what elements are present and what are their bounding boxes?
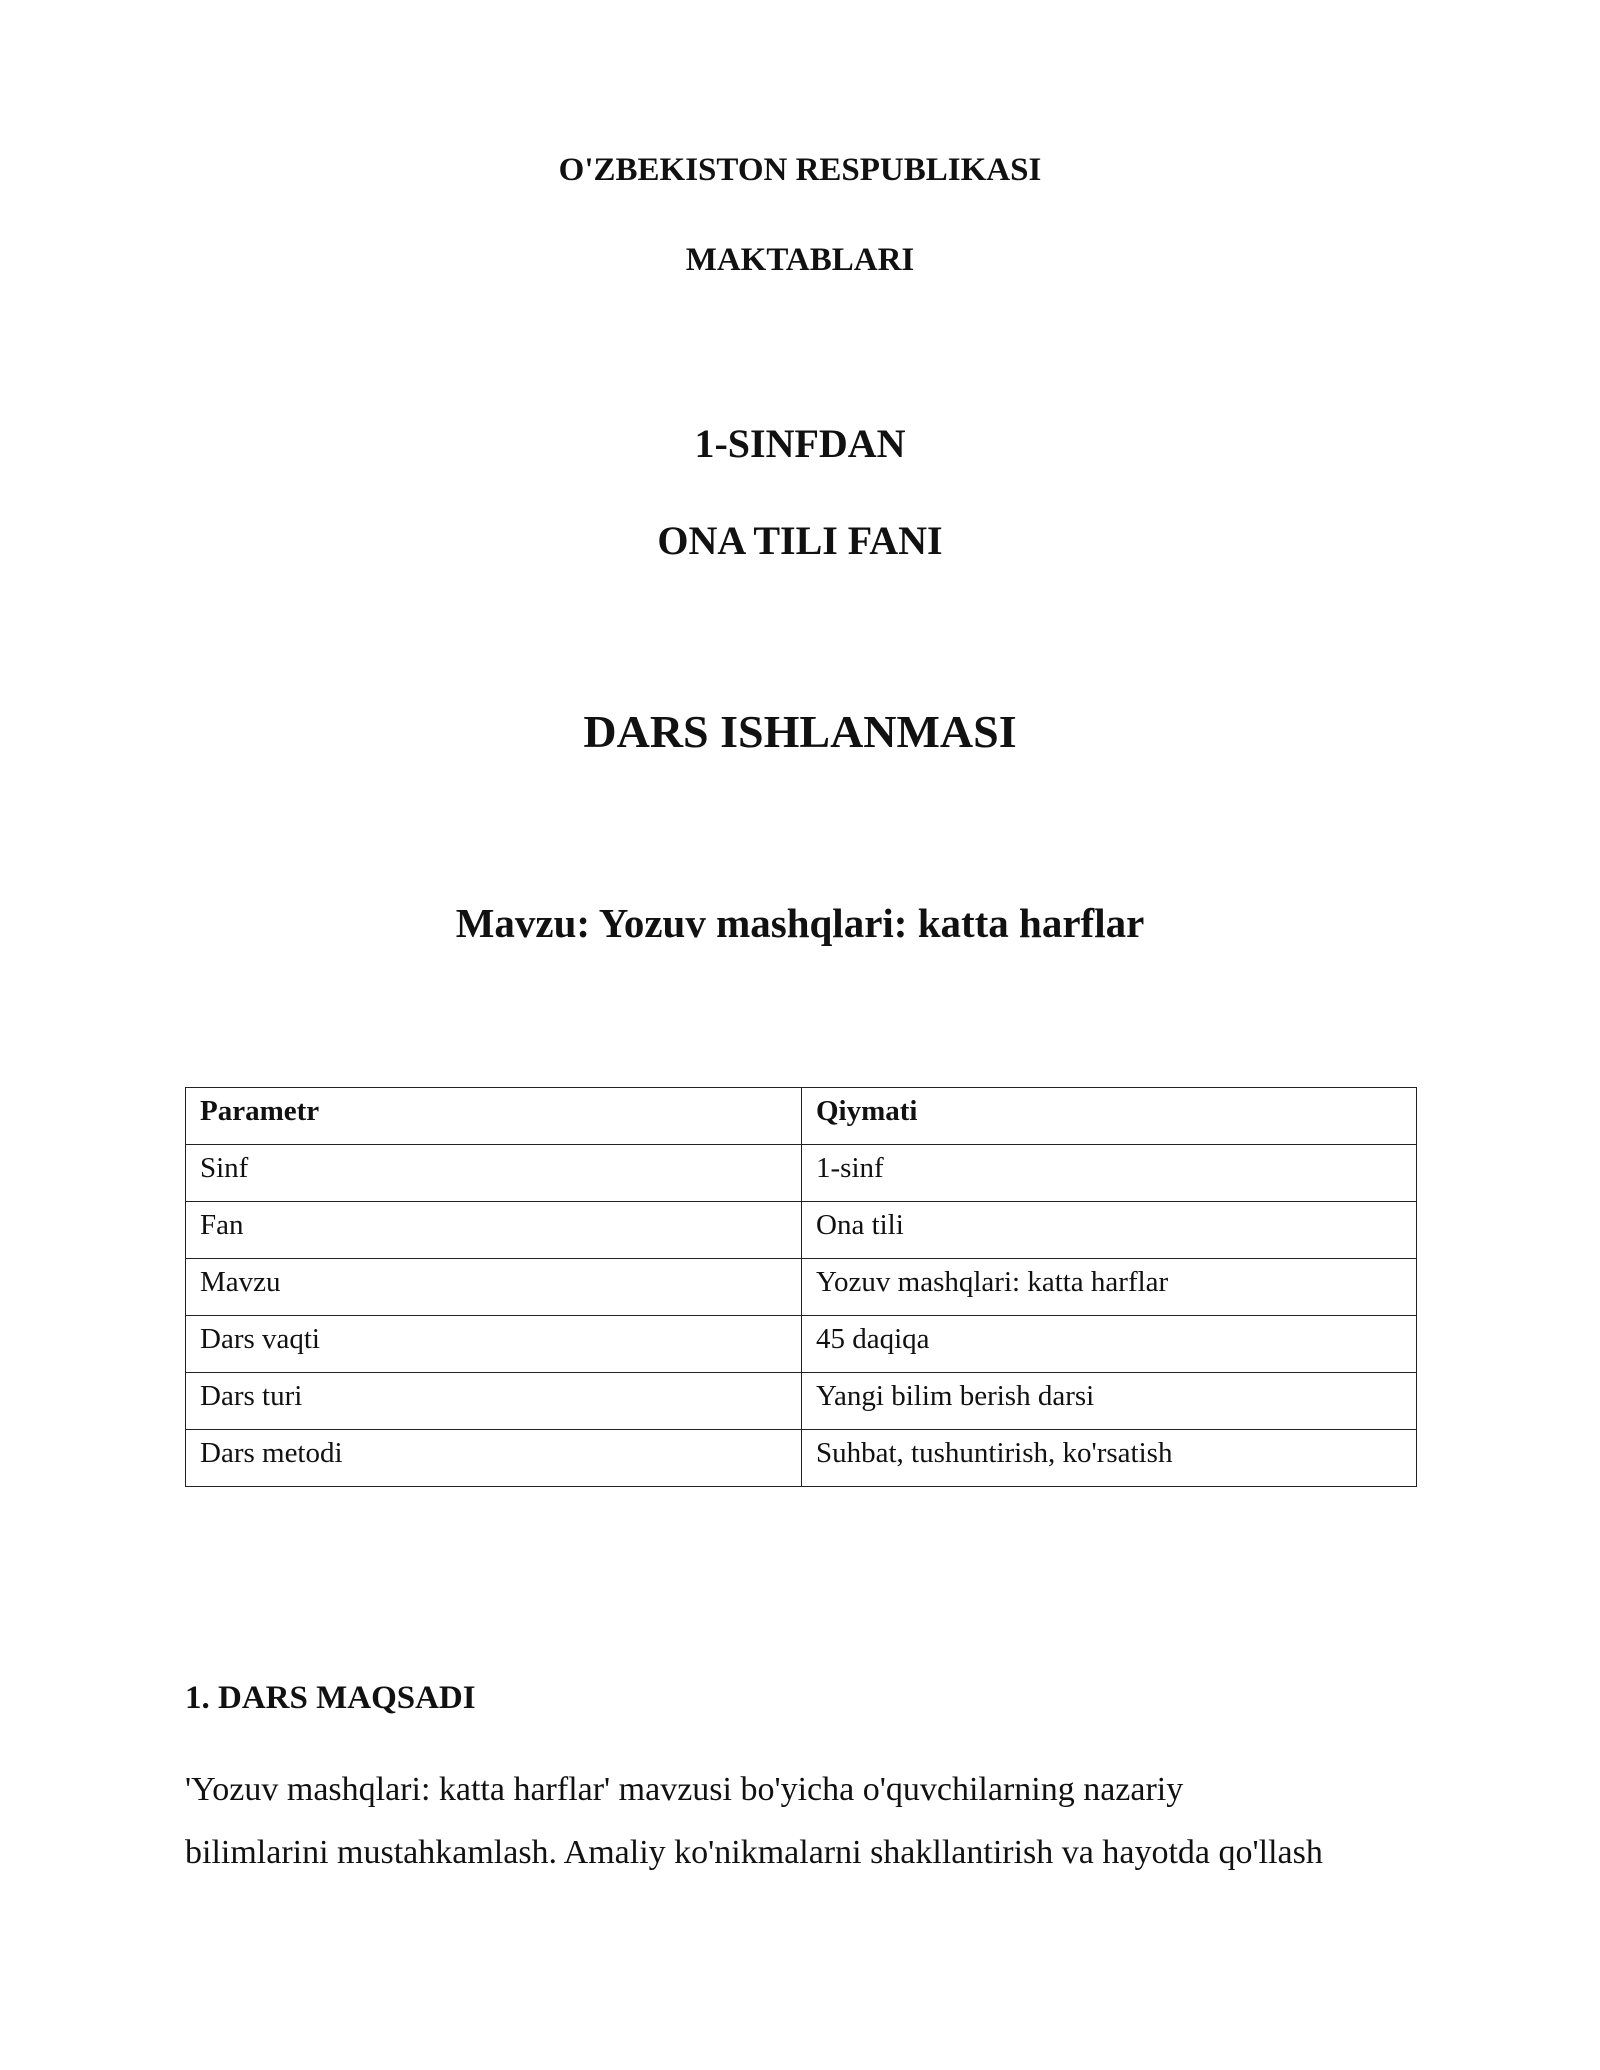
table-cell-value: Yozuv mashqlari: katta harflar [802, 1259, 1417, 1316]
table-header-parameter: Parametr [186, 1088, 802, 1145]
table-cell-parameter: Mavzu [186, 1259, 802, 1316]
paragraph-line: bilimlarini mustahkamlash. Amaliy ko'nikmalarni shakllantirish va hayotda qo'llash [185, 1834, 1323, 1871]
table-row [186, 1202, 1417, 1259]
table-cell-value: Suhbat, tushuntirish, ko'rsatish [802, 1430, 1417, 1487]
header-schools: MAKTABLARI [685, 242, 915, 278]
paragraph-line: 'Yozuv mashqlari: katta harflar' mavzusi bo'yicha o'quvchilarning nazariy [185, 1771, 1184, 1808]
section-heading-lesson-goal: 1. DARS MAQSADI [185, 1680, 476, 1716]
section-body-lesson-goal [185, 1758, 1425, 1884]
table-cell-value: 1-sinf [802, 1145, 1417, 1202]
table-row [186, 1373, 1417, 1430]
table-header-value: Qiymati [802, 1088, 1417, 1145]
header-subject: ONA TILI FANI [657, 518, 943, 563]
table-cell-parameter: Dars vaqti [186, 1316, 802, 1373]
table-row [186, 1316, 1417, 1373]
table-cell-value: Yangi bilim berish darsi [802, 1373, 1417, 1430]
table-row [186, 1259, 1417, 1316]
table-row [186, 1430, 1417, 1487]
table-cell-value: 45 daqiqa [802, 1316, 1417, 1373]
topic-title: Mavzu: Yozuv mashqlari: katta harflar [455, 900, 1145, 946]
table-row [186, 1145, 1417, 1202]
header-republic: O'ZBEKISTON RESPUBLIKASI [558, 152, 1042, 188]
table-cell-parameter: Sinf [186, 1145, 802, 1202]
table-cell-parameter: Fan [186, 1202, 802, 1259]
lesson-info-table [185, 1087, 1417, 1487]
table-cell-value: Ona tili [802, 1202, 1417, 1259]
table-cell-parameter: Dars metodi [186, 1430, 802, 1487]
table-cell-parameter: Dars turi [186, 1373, 802, 1430]
table-header-row [186, 1088, 1417, 1145]
header-grade: 1-SINFDAN [694, 421, 906, 466]
document-title: DARS ISHLANMASI [583, 706, 1017, 757]
